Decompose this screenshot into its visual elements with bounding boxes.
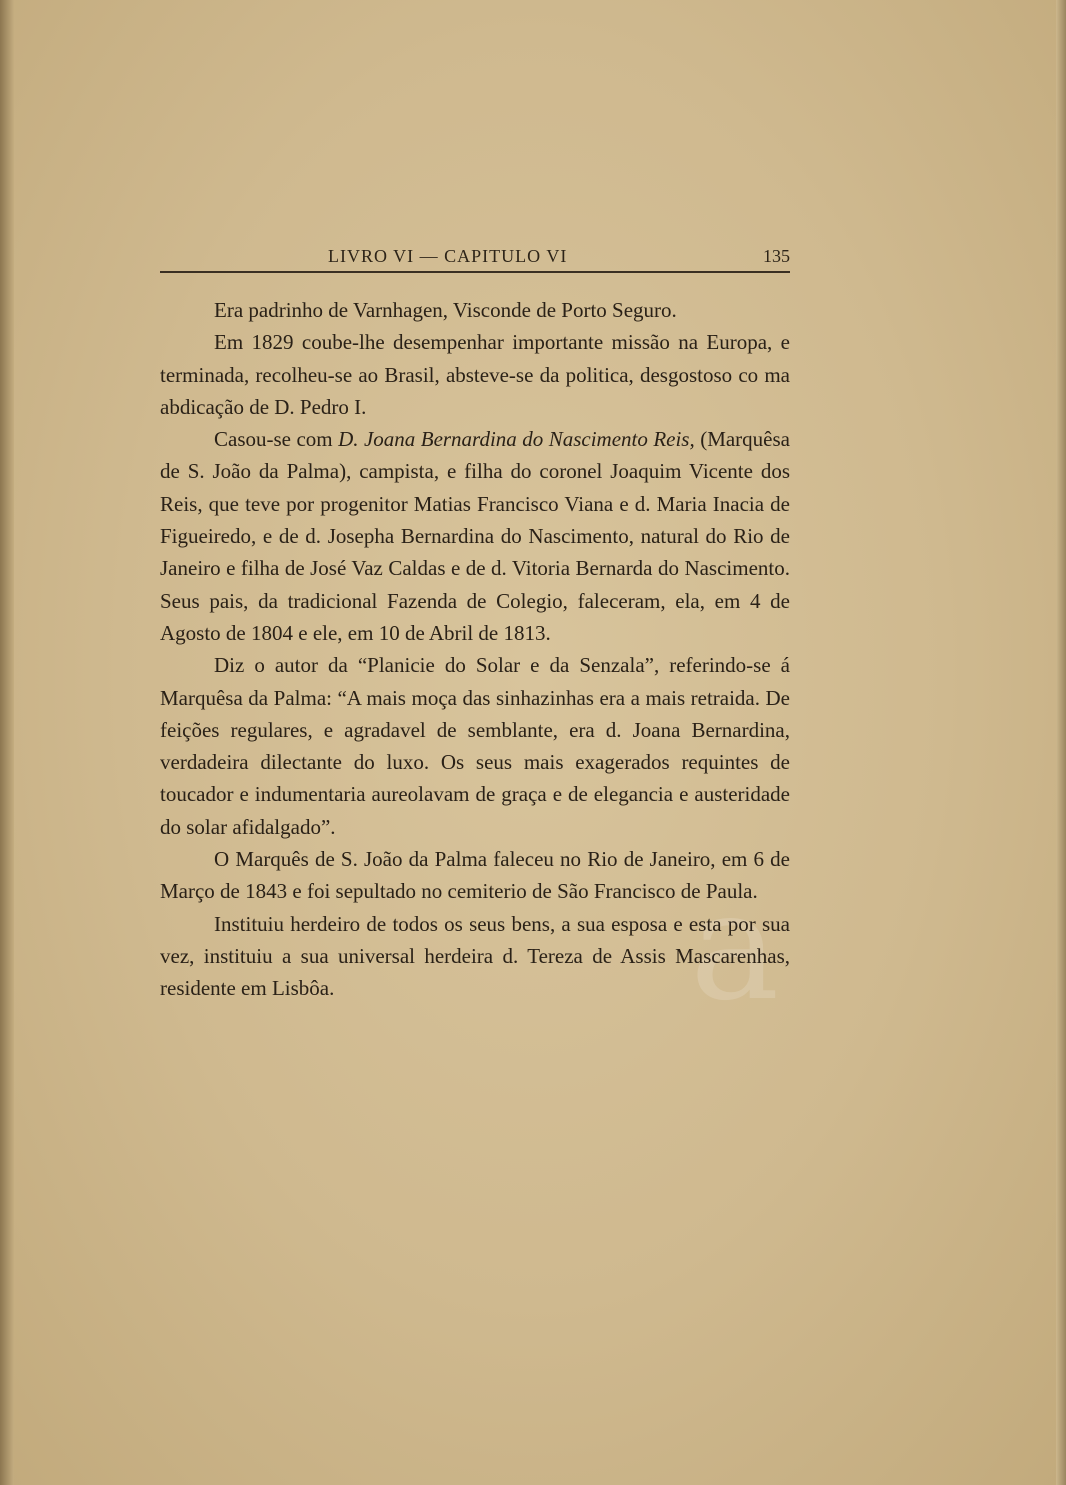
paragraph-6: Instituiu herdeiro de todos os seus bens, a sua esposa e esta por sua vez, instituiu a sua universal herdeira d. Tereza de Assis Mascarenhas, residente em Lisbôa. bbox=[160, 911, 790, 1001]
running-header bbox=[160, 244, 790, 272]
paragraph-1: Era padrinho de Varnhagen, Visconde de Porto Seguro. bbox=[214, 298, 677, 322]
paragraph-4: Diz o autor da “Planicie do Solar e da Senzala”, referindo-se á Marquêsa da Palma: “A mais moça das sinhazinhas era a mais retraida. De feições regulares, e agradavel de semblante, era d. Joana Bernardina, verdadeira dilectante do luxo. Os seus mais exagerados requintes de toucador e indumentaria aureolavam de graça e de elegancia e austeridade do solar afidalgado”. bbox=[160, 653, 790, 839]
page-right-edge bbox=[1056, 0, 1066, 1485]
paragraph-5: O Marquês de S. João da Palma faleceu no Rio de Janeiro, em 6 de Março de 1843 e foi sepultado no cemiterio de São Francisco de Paula. bbox=[160, 847, 790, 904]
paragraph-2: Em 1829 coube-lhe desempenhar importante missão na Europa, e terminada, recolheu-se ao Brasil, absteve-se da politica, desgostoso co ma abdicação de D. Pedro I. bbox=[160, 330, 790, 419]
paragraph-3-italic-name: D. Joana Bernardina do Nascimento Reis, bbox=[338, 427, 695, 452]
page-left-edge bbox=[0, 0, 14, 1485]
paragraph-3-rest: (Marquêsa de S. João da Palma), campista, e filha do coronel Joaquim Vicente dos Reis, que teve por progenitor Matias Francisco Viana e d. Maria Inacia de Figueiredo, e de d. Josepha Bernardina do Nascimento, natural do Rio de Janeiro e filha de José Vaz Caldas e de d. Vitoria Bernarda do Nascimento. Seus pais, da tradicional Fazenda de Colegio, faleceram, ela, em 4 de Agosto de 1804 e ele, em 10 de Abril de 1813. bbox=[160, 427, 790, 645]
paragraph-3-lead: Casou-se com bbox=[214, 427, 339, 452]
watermark: a bbox=[690, 860, 780, 1034]
header-rule bbox=[160, 271, 790, 273]
running-title: LIVRO VI — CAPITULO VI bbox=[328, 246, 568, 266]
body-text bbox=[160, 294, 790, 1005]
paragraph-3 bbox=[160, 423, 790, 649]
page-number: 135 bbox=[763, 246, 790, 266]
